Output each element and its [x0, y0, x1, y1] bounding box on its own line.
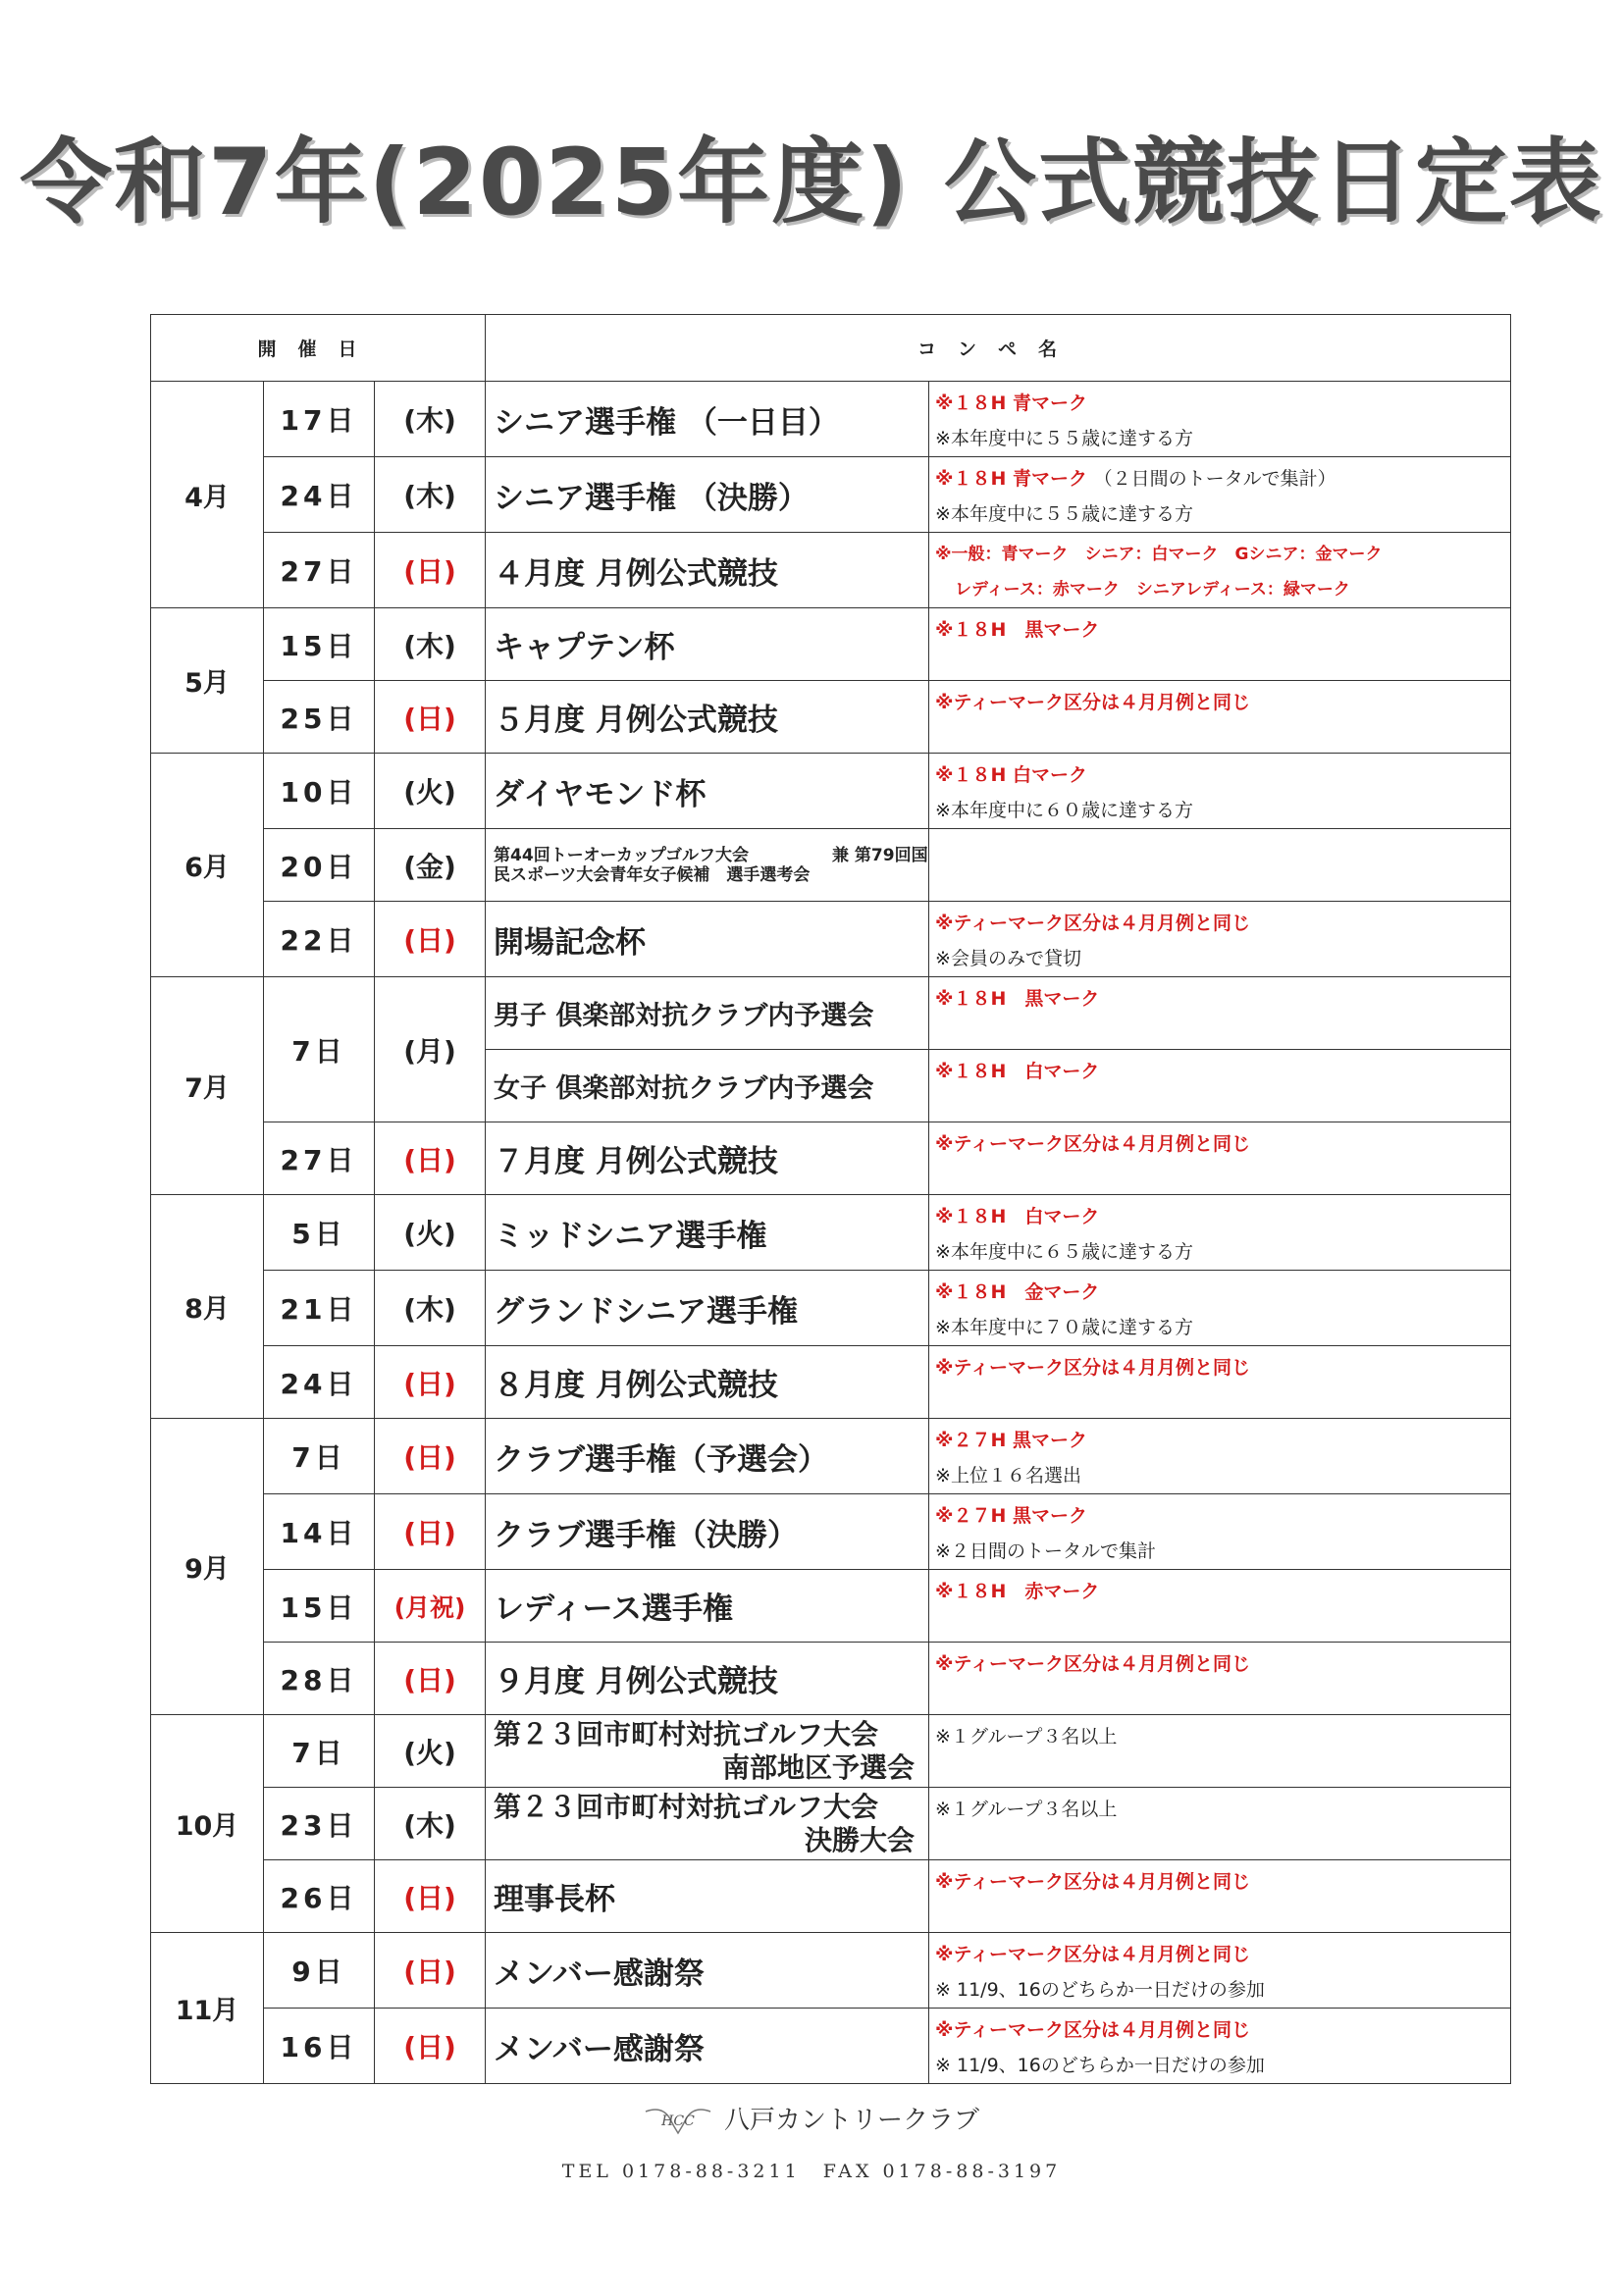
- day-cell: 26日: [264, 1860, 375, 1933]
- table-row: [151, 829, 1511, 902]
- note-cell: [929, 1195, 1511, 1271]
- competition-name: 男子 倶楽部対抗クラブ内予選会: [486, 977, 929, 1050]
- competition-name: メンバー感謝祭: [486, 2009, 929, 2084]
- weekday-cell: (日): [375, 533, 486, 608]
- table-header: [151, 315, 1511, 382]
- competition-line1: 第２３回市町村対抗ゴルフ大会: [494, 1717, 879, 1750]
- table-row: [151, 1494, 1511, 1570]
- note-red: ※２７H 黒マーク: [935, 1505, 1088, 1527]
- table-row: [151, 1122, 1511, 1195]
- note-cell: [929, 1788, 1511, 1860]
- table-row: [151, 1933, 1511, 2009]
- note-red: ※ティーマーク区分は４月月例と同じ: [935, 1653, 1250, 1675]
- weekday-cell: (日): [375, 1643, 486, 1715]
- day-cell: 15日: [264, 608, 375, 681]
- competition-name: [486, 1788, 929, 1860]
- competition-line1: 第２３回市町村対抗ゴルフ大会: [494, 1790, 879, 1823]
- note-red: ※１８H 赤マーク: [935, 1581, 1100, 1602]
- club-logo-icon: [644, 2104, 712, 2139]
- contact-info: TEL 0178-88-3211 FAX 0178-88-3197: [561, 2161, 1062, 2182]
- table-row: [151, 681, 1511, 754]
- note-cell: [929, 1715, 1511, 1788]
- note-cell: [929, 977, 1511, 1050]
- day-cell: 21日: [264, 1271, 375, 1346]
- table-row: [151, 382, 1511, 457]
- note-red: ※１８H 金マーク: [935, 1281, 1100, 1303]
- note-cell: [929, 1050, 1511, 1122]
- note-black: ※本年度中に６０歳に達する方: [935, 800, 1193, 821]
- weekday-cell: (日): [375, 2009, 486, 2084]
- day-cell: 14日: [264, 1494, 375, 1570]
- schedule-table: [150, 314, 1511, 2084]
- month-cell: 8月: [151, 1195, 264, 1419]
- note-cell: [929, 457, 1511, 533]
- competition-name: ４月度 月例公式競技: [486, 533, 929, 608]
- weekday-cell: (金): [375, 829, 486, 902]
- competition-name: シニア選手権 （一日目）: [486, 382, 929, 457]
- note-black: ※上位１６名選出: [935, 1465, 1081, 1487]
- note-red: ※一般：青マーク シニア：白マーク Gシニア：金マーク: [935, 545, 1383, 564]
- table-row: [151, 754, 1511, 829]
- note-red: ※ティーマーク区分は４月月例と同じ: [935, 692, 1250, 713]
- day-cell: 10日: [264, 754, 375, 829]
- note-red: ※１８H 黒マーク: [935, 619, 1100, 641]
- header-date: 開催日: [151, 315, 486, 382]
- day-cell: 27日: [264, 533, 375, 608]
- note-red-2: レディース：赤マーク シニアレディース：緑マーク: [955, 580, 1350, 600]
- weekday-cell: (火): [375, 1195, 486, 1271]
- table-row: [151, 977, 1511, 1050]
- day-cell: 7日: [264, 1715, 375, 1788]
- note-red: ※２７H 黒マーク: [935, 1430, 1088, 1451]
- note-red: ※ティーマーク区分は４月月例と同じ: [935, 1871, 1250, 1893]
- note-black: ※ 11/9、16のどちらか一日だけの参加: [935, 2055, 1265, 2076]
- day-cell: 5日: [264, 1195, 375, 1271]
- note-cell: [929, 1570, 1511, 1643]
- note-cell: [929, 754, 1511, 829]
- day-cell: 22日: [264, 902, 375, 977]
- note-cell: [929, 1643, 1511, 1715]
- weekday-cell: (日): [375, 1860, 486, 1933]
- note-red: ※ティーマーク区分は４月月例と同じ: [935, 1357, 1250, 1379]
- weekday-cell: (日): [375, 681, 486, 754]
- note-black: ※２日間のトータルで集計: [935, 1540, 1156, 1562]
- weekday-cell: (日): [375, 1494, 486, 1570]
- day-cell: 16日: [264, 2009, 375, 2084]
- note-red: ※ティーマーク区分は４月月例と同じ: [935, 1944, 1250, 1965]
- day-cell: 25日: [264, 681, 375, 754]
- note-cell: [929, 608, 1511, 681]
- note-cell: [929, 1494, 1511, 1570]
- table-row: [151, 608, 1511, 681]
- weekday-cell: (月): [375, 977, 486, 1122]
- competition-name: 理事長杯: [486, 1860, 929, 1933]
- note-red: ※１８H 白マーク: [935, 1206, 1100, 1227]
- note-cell: [929, 1271, 1511, 1346]
- note-cell: [929, 2009, 1511, 2084]
- competition-name: 開場記念杯: [486, 902, 929, 977]
- competition-name: クラブ選手権（決勝）: [486, 1494, 929, 1570]
- day-cell: 9日: [264, 1933, 375, 2009]
- note-cell: [929, 1860, 1511, 1933]
- day-cell: 28日: [264, 1643, 375, 1715]
- competition-name: ダイヤモンド杯: [486, 754, 929, 829]
- note-cell: [929, 1419, 1511, 1494]
- note-red: ※１８H 青マーク: [935, 392, 1088, 414]
- note-black: ※本年度中に６５歳に達する方: [935, 1241, 1193, 1263]
- month-cell: 11月: [151, 1933, 264, 2084]
- competition-name: ミッドシニア選手権: [486, 1195, 929, 1271]
- note-red: ※ティーマーク区分は４月月例と同じ: [935, 1133, 1250, 1155]
- day-cell: 27日: [264, 1122, 375, 1195]
- note-red: ※１８H 白マーク: [935, 1061, 1100, 1082]
- weekday-cell: (木): [375, 1271, 486, 1346]
- competition-name: [486, 1715, 929, 1788]
- weekday-cell: (木): [375, 382, 486, 457]
- table-row: [151, 1570, 1511, 1643]
- competition-name: ５月度 月例公式競技: [486, 681, 929, 754]
- month-cell: 7月: [151, 977, 264, 1195]
- weekday-cell: (日): [375, 1933, 486, 2009]
- competition-name: シニア選手権 （決勝）: [486, 457, 929, 533]
- weekday-cell: (日): [375, 902, 486, 977]
- day-cell: 24日: [264, 457, 375, 533]
- note-black: ※本年度中に５５歳に達する方: [935, 428, 1193, 449]
- day-cell: 15日: [264, 1570, 375, 1643]
- competition-name: ８月度 月例公式競技: [486, 1346, 929, 1419]
- note-extra: （２日間のトータルで集計）: [1093, 468, 1336, 490]
- note-cell: [929, 533, 1511, 608]
- table-row: [151, 1346, 1511, 1419]
- day-cell: 20日: [264, 829, 375, 902]
- competition-name: ９月度 月例公式競技: [486, 1643, 929, 1715]
- note-red-main: ※１８H 青マーク: [935, 468, 1088, 490]
- note-black: ※１グループ３名以上: [935, 1726, 1118, 1748]
- note-cell: [929, 1122, 1511, 1195]
- weekday-cell: (火): [375, 754, 486, 829]
- weekday-cell: (火): [375, 1715, 486, 1788]
- note-cell: [929, 681, 1511, 754]
- note-black: ※ 11/9、16のどちらか一日だけの参加: [935, 1979, 1265, 2001]
- competition-name: レディース選手権: [486, 1570, 929, 1643]
- table-row: [151, 1643, 1511, 1715]
- table-row: [151, 1195, 1511, 1271]
- weekday-cell: (木): [375, 608, 486, 681]
- competition-name: ７月度 月例公式競技: [486, 1122, 929, 1195]
- day-cell: 7日: [264, 1419, 375, 1494]
- competition-name: キャプテン杯: [486, 608, 929, 681]
- table-row: [151, 2009, 1511, 2084]
- note-black: ※会員のみで貸切: [935, 948, 1081, 969]
- table-row: [151, 1715, 1511, 1788]
- competition-name: グランドシニア選手権: [486, 1271, 929, 1346]
- table-row: [151, 902, 1511, 977]
- table-row: [151, 1860, 1511, 1933]
- competition-name: クラブ選手権（予選会）: [486, 1419, 929, 1494]
- month-cell: 4月: [151, 382, 264, 608]
- competition-line2: 決勝大会: [805, 1823, 916, 1856]
- month-cell: 10月: [151, 1715, 264, 1933]
- weekday-cell: (木): [375, 1788, 486, 1860]
- table-row: [151, 1271, 1511, 1346]
- note-red: ※ティーマーク区分は４月月例と同じ: [935, 2019, 1250, 2041]
- note-red: ※ティーマーク区分は４月月例と同じ: [935, 913, 1250, 934]
- table-row: [151, 533, 1511, 608]
- weekday-cell: (日): [375, 1122, 486, 1195]
- logo-text: HCC: [661, 2113, 695, 2129]
- note-cell: [929, 829, 1511, 902]
- competition-name: メンバー感謝祭: [486, 1933, 929, 2009]
- month-cell: 6月: [151, 754, 264, 977]
- day-cell: 24日: [264, 1346, 375, 1419]
- weekday-cell: (木): [375, 457, 486, 533]
- note-cell: [929, 382, 1511, 457]
- table-row: [151, 1788, 1511, 1860]
- note-black: ※１グループ３名以上: [935, 1799, 1118, 1820]
- page-title: 令和7年(2025年度) 公式競技日定表: [20, 130, 1603, 236]
- day-cell: 7日: [264, 977, 375, 1122]
- club-name: 八戸カントリークラブ: [723, 2106, 979, 2135]
- competition-name: 女子 倶楽部対抗クラブ内予選会: [486, 1050, 929, 1122]
- competition-name: 第44回トーオーカップゴルフ大会 兼 第79回国民スポーツ大会青年女子候補 選手選考会: [486, 829, 929, 902]
- weekday-cell: (月祝): [375, 1570, 486, 1643]
- note-red: ※１８H 黒マーク: [935, 988, 1100, 1010]
- day-cell: 23日: [264, 1788, 375, 1860]
- note-black: ※本年度中に５５歳に達する方: [935, 503, 1193, 525]
- footer-club: [0, 2100, 1623, 2139]
- weekday-cell: (日): [375, 1346, 486, 1419]
- month-cell: 9月: [151, 1419, 264, 1715]
- table-row: [151, 457, 1511, 533]
- day-cell: 17日: [264, 382, 375, 457]
- note-cell: [929, 1346, 1511, 1419]
- note-red: [935, 461, 1510, 496]
- weekday-cell: (日): [375, 1419, 486, 1494]
- competition-line2: 南部地区予選会: [722, 1750, 916, 1784]
- note-red: ※１８H 白マーク: [935, 764, 1088, 786]
- month-cell: 5月: [151, 608, 264, 754]
- header-name: コンペ名: [486, 315, 1511, 382]
- note-cell: [929, 1933, 1511, 2009]
- table-row: [151, 1419, 1511, 1494]
- note-cell: [929, 902, 1511, 977]
- note-black: ※本年度中に７０歳に達する方: [935, 1317, 1193, 1338]
